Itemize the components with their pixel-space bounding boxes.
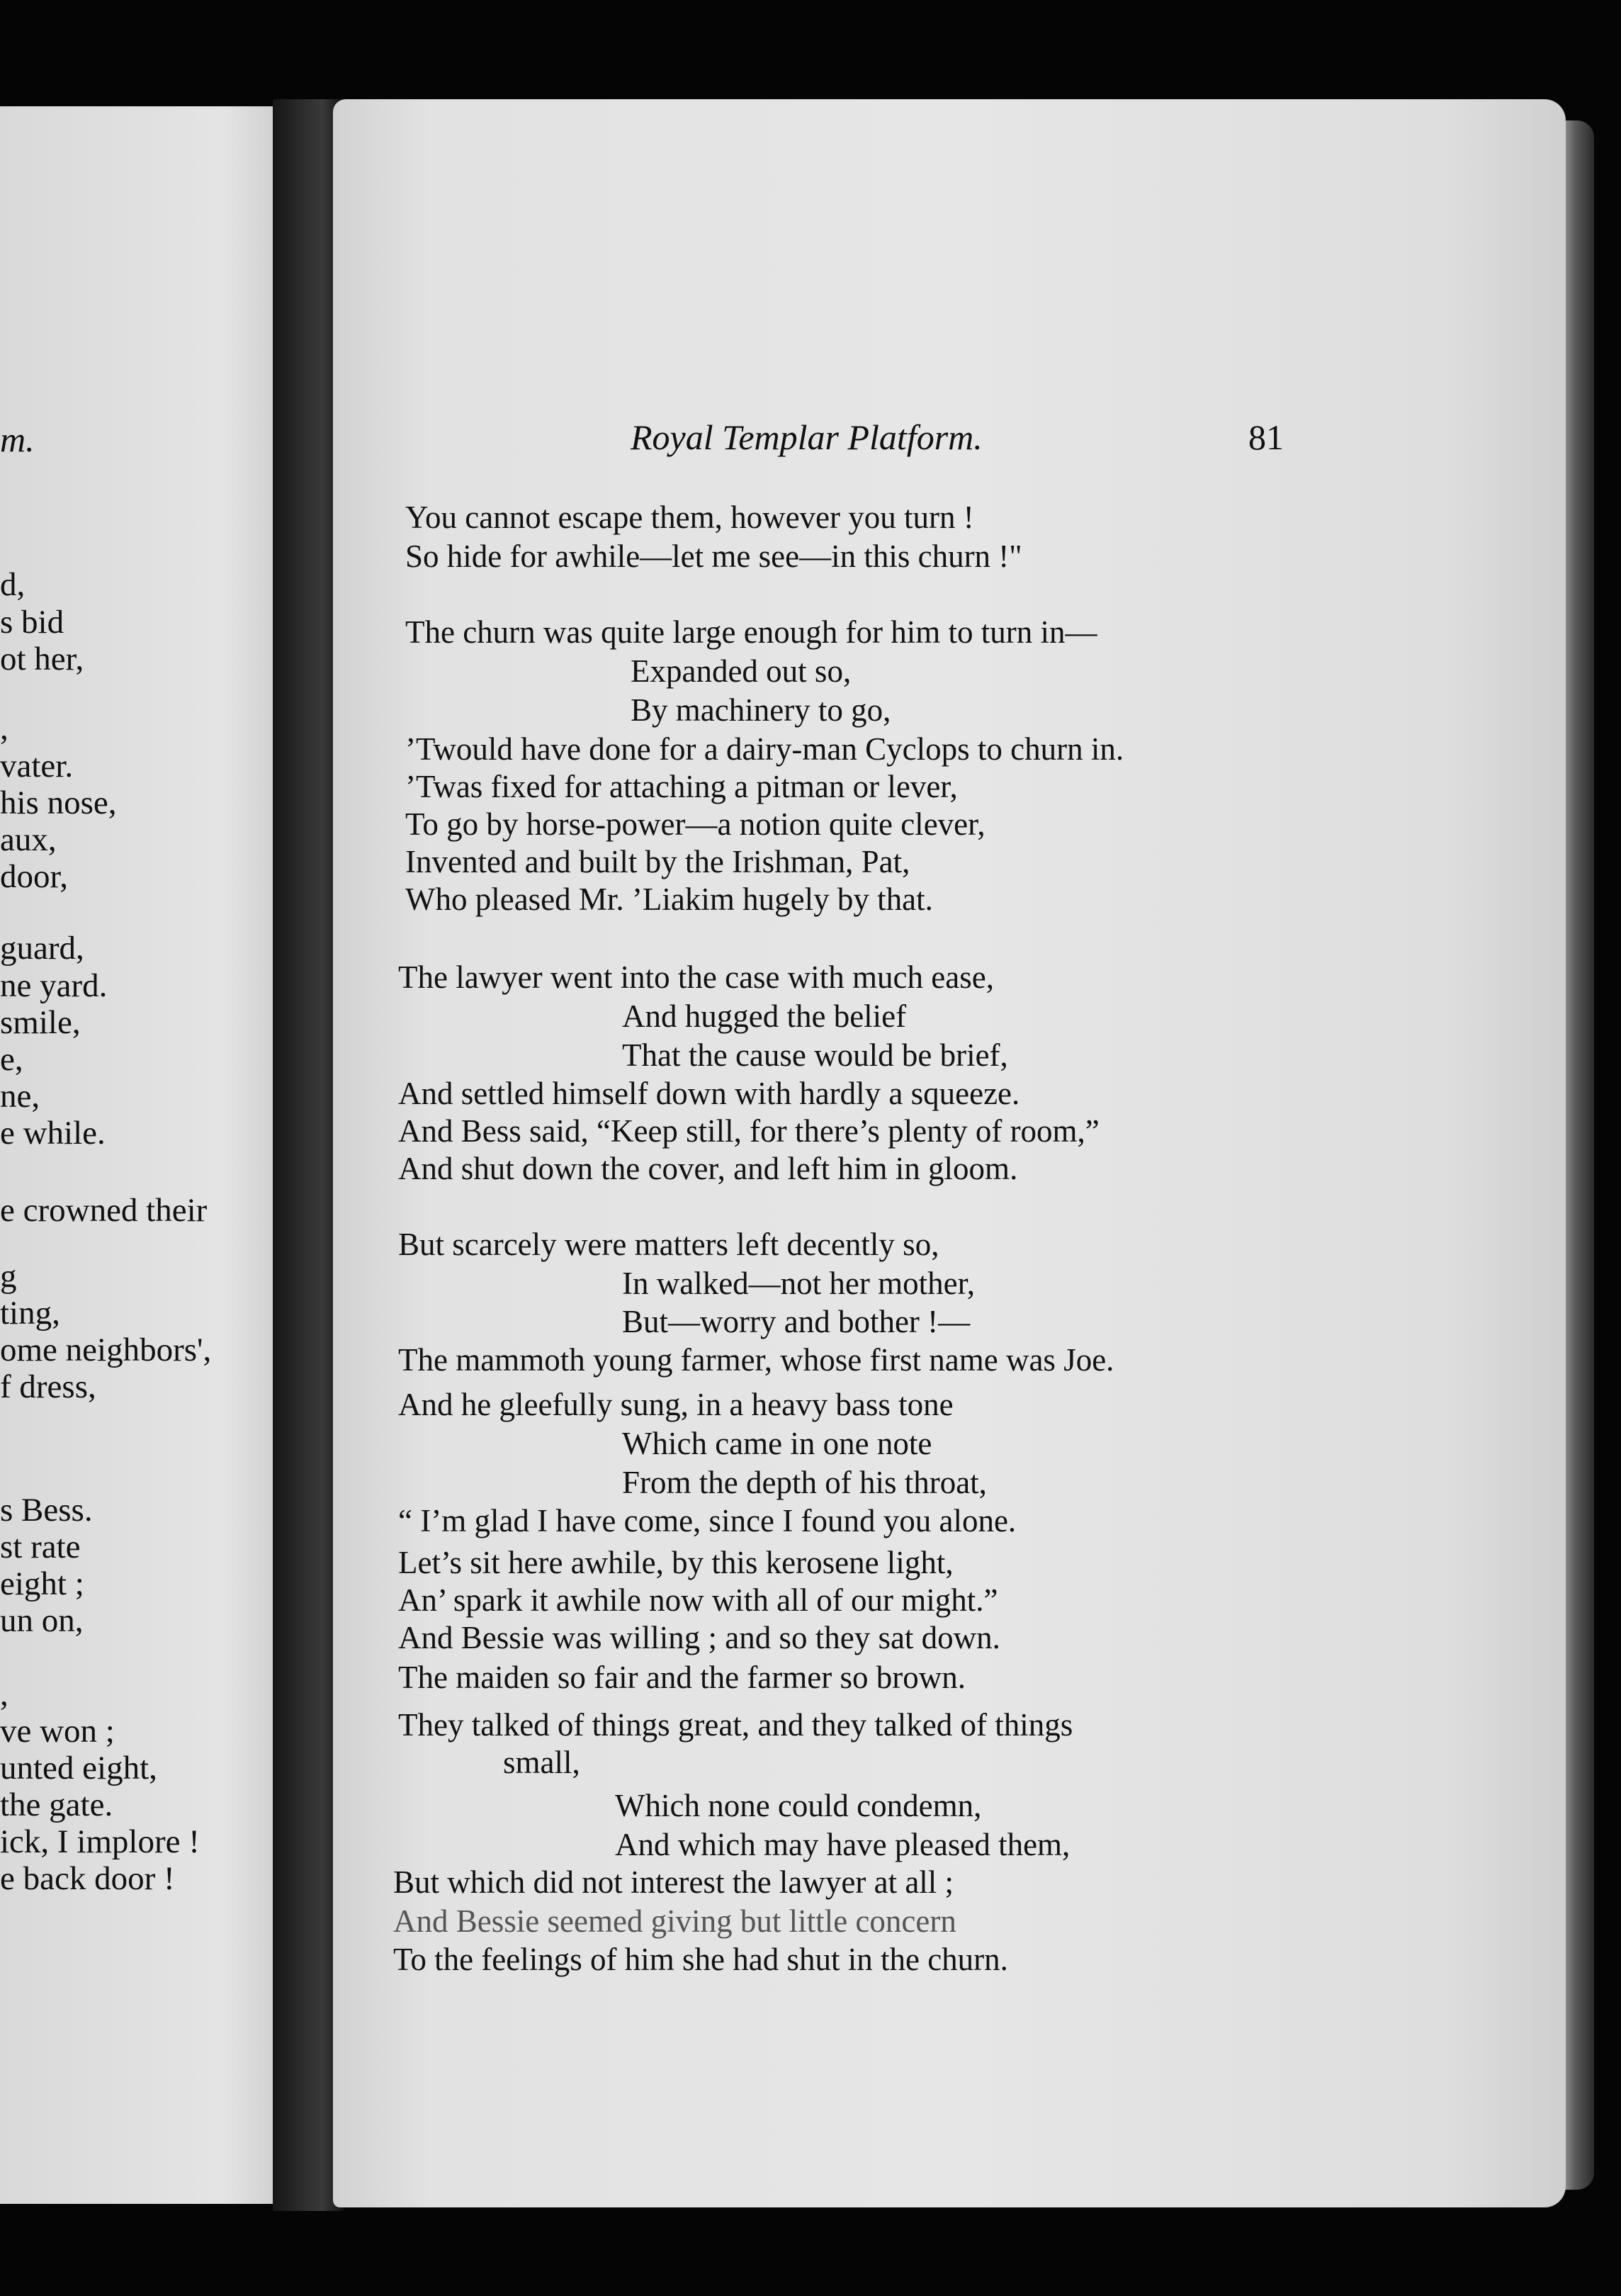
left-line: door, (0, 858, 69, 895)
left-page (0, 106, 280, 2204)
left-line: eight ; (0, 1565, 84, 1602)
verse-line: But which did not interest the lawyer at all ; (393, 1864, 954, 1900)
verse-line: They talked of things great, and they talked of things (398, 1707, 1073, 1743)
left-line: , (0, 710, 9, 747)
verse-line: You cannot escape them, however you turn ! (405, 500, 974, 535)
verse-line: To go by horse-power—a notion quite clever, (405, 806, 985, 842)
left-line: ne, (0, 1078, 40, 1115)
verse-line: So hide for awhile—let me see—in this churn !" (405, 539, 1022, 574)
left-line: s bid (0, 604, 64, 641)
page-edge (1562, 120, 1594, 2190)
left-line: guard, (0, 930, 84, 967)
verse-line: Which came in one note (622, 1426, 932, 1461)
verse-line: In walked—not her mother, (622, 1266, 976, 1301)
verse-line: “ I’m glad I have come, since I found you alone. (398, 1503, 1017, 1538)
left-line: st rate (0, 1529, 81, 1565)
verse-line: Which none could condemn, (615, 1788, 982, 1823)
verse-line: small, (503, 1745, 580, 1780)
verse-line: The mammoth young farmer, whose first name was Joe. (398, 1342, 1114, 1378)
verse-line: To the feelings of him she had shut in the churn. (393, 1942, 1008, 1977)
left-line: ot her, (0, 641, 84, 677)
verse-line: And which may have pleased them, (615, 1827, 1071, 1862)
verse-line: But scarcely were matters left decently so, (398, 1227, 939, 1262)
left-line: e crowned their (0, 1192, 208, 1229)
left-line: ome neighbors', (0, 1332, 212, 1368)
verse-line: Invented and built by the Irishman, Pat, (405, 844, 910, 879)
left-line: e, (0, 1041, 23, 1078)
verse-line: ’Twas fixed for attaching a pitman or lever, (405, 769, 958, 804)
left-line: un on, (0, 1602, 84, 1639)
verse-line: And hugged the belief (622, 998, 907, 1034)
verse-line: The churn was quite large enough for him to turn in— (405, 614, 1097, 650)
left-line: the gate. (0, 1786, 113, 1823)
left-line: ve won ; (0, 1713, 115, 1750)
verse-line: And he gleefully sung, in a heavy bass tone (398, 1387, 954, 1422)
left-line: e back door ! (0, 1860, 175, 1897)
verse-line: And shut down the cover, and left him in gloom. (398, 1151, 1018, 1186)
verse-line: And Bessie seemed giving but little concern (393, 1903, 956, 1939)
verse-line: An’ spark it awhile now with all of our might.” (398, 1582, 998, 1618)
verse-line: Let’s sit here awhile, by this kerosene light, (398, 1545, 954, 1580)
verse-line: The maiden so fair and the farmer so brown. (398, 1660, 966, 1695)
verse-line: And Bess said, “Keep still, for there’s plenty of room,” (398, 1113, 1100, 1149)
left-line: unted eight, (0, 1750, 157, 1786)
verse-line: By machinery to go, (631, 692, 891, 728)
left-line: his nose, (0, 784, 117, 821)
left-line: , (0, 1676, 9, 1713)
page-number: 81 (1248, 417, 1284, 457)
left-line: smile, (0, 1004, 81, 1041)
left-line: ne yard. (0, 967, 108, 1004)
verse-line: ’Twould have done for a dairy-man Cyclops to churn in. (405, 731, 1124, 767)
left-line: aux, (0, 821, 57, 858)
left-line: e while. (0, 1115, 106, 1152)
left-line: ick, I implore ! (0, 1823, 200, 1860)
left-line: s Bess. (0, 1492, 93, 1529)
verse-line: But—worry and bother !— (622, 1304, 971, 1339)
verse-line: That the cause would be brief, (622, 1037, 1008, 1073)
left-line: vater. (0, 748, 74, 784)
verse-line: The lawyer went into the case with much ease, (398, 960, 994, 995)
left-line: g (0, 1258, 17, 1295)
verse-line: Who pleased Mr. ’Liakim hugely by that. (405, 882, 933, 917)
verse-line: And Bessie was willing ; and so they sat down. (398, 1620, 1000, 1655)
verse-line: From the depth of his throat, (622, 1465, 987, 1500)
verse-line: Expanded out so, (631, 653, 852, 689)
verse-line: And settled himself down with hardly a squeeze. (398, 1076, 1020, 1111)
running-head: Royal Templar Platform. (631, 417, 983, 457)
left-line: d, (0, 566, 26, 603)
left-line: f dress, (0, 1368, 96, 1405)
left-line: ting, (0, 1295, 60, 1332)
left-running-head: m. (0, 420, 35, 459)
